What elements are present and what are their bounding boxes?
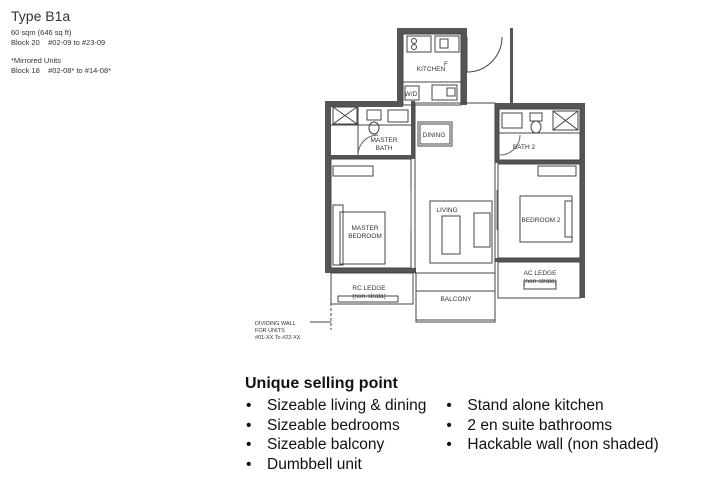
- mirrored-units-heading: *Mirrored Units: [11, 56, 62, 65]
- room-dining: DINING: [422, 132, 446, 139]
- list-item: • Sizeable bedrooms: [245, 416, 426, 436]
- block-20-units: Block 20 #02-09 to #23-09: [11, 38, 106, 47]
- list-item: • Stand alone kitchen: [445, 396, 658, 416]
- room-kitchen: KITCHEN: [416, 66, 446, 73]
- room-balcony: BALCONY: [440, 296, 472, 303]
- list-item: • Sizeable living & dining: [245, 396, 426, 416]
- ac-ledge-line1: AC LEDGE: [523, 270, 557, 277]
- dividing-wall-line1: DIVIDING WALL: [255, 321, 296, 327]
- room-bedroom-2: BEDROOM 2: [521, 217, 561, 224]
- room-wd: W/D: [404, 91, 418, 98]
- list-item: • Hackable wall (non shaded): [445, 435, 658, 455]
- unit-area: 60 sqm (646 sq ft): [11, 28, 72, 37]
- selling-points-right: [445, 396, 658, 474]
- fridge-label: F: [444, 61, 448, 68]
- unit-type-title: Type B1a: [11, 8, 71, 24]
- room-master-bath-line1: MASTER: [370, 137, 398, 144]
- block-18-units: Block 18 #02-08* to #14-08*: [11, 66, 112, 75]
- room-living: LIVING: [436, 207, 458, 214]
- selling-points-left: [245, 396, 426, 474]
- room-master-bedroom-line2: BEDROOM: [348, 233, 382, 240]
- list-item: • Dumbbell unit: [245, 455, 426, 475]
- selling-points: [245, 375, 659, 474]
- rc-ledge-line2: (non-strata): [352, 293, 386, 300]
- room-master-bedroom-line1: MASTER: [351, 225, 379, 232]
- selling-points-heading: Unique selling point: [245, 375, 398, 392]
- room-master-bath-line2: BATH: [375, 145, 393, 152]
- ac-ledge-line2: (non-strata): [523, 278, 557, 285]
- dividing-wall-line2: FOR UNITS: [255, 328, 285, 334]
- list-item: • 2 en suite bathrooms: [445, 416, 658, 436]
- list-item: • Sizeable balcony: [245, 435, 426, 455]
- dividing-wall-line3: #01-XX To #22-XX: [255, 335, 301, 341]
- rc-ledge-line1: RC LEDGE: [352, 285, 386, 292]
- room-bath-2: BATH 2: [512, 144, 536, 151]
